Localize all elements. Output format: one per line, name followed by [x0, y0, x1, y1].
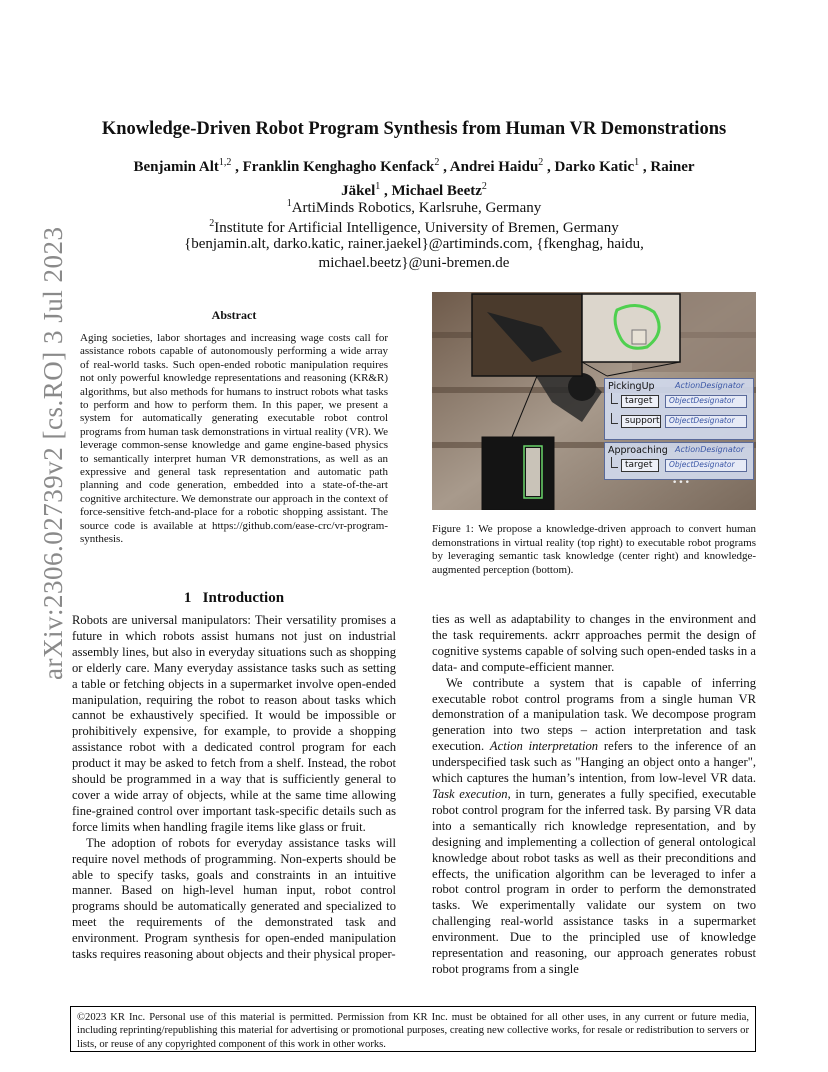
- figure-caption: Figure 1: We propose a knowledge-driven approach to convert human demonstrations in virtual reality (top right) to executable robot programs by leveraging semantic task knowledge (center right) and knowledge-augmented perception (bottom).: [432, 523, 756, 576]
- email-line-2: michael.beetz}@uni-bremen.de: [318, 255, 510, 271]
- designator-action-name: Approaching: [608, 445, 668, 456]
- tree-branch: [611, 393, 618, 404]
- copyright-notice: ©2023 KR Inc. Personal use of this material is permitted. Permission from KR Inc. must be obtained for all other uses, in any current or future media, including reprinting/republishing this material for advertising or promotional purposes, creating new collective works, for resale or redistribution to servers or lists, or reuse of any copyrighted component of this work in other works.: [70, 1006, 756, 1052]
- intro-right-column: [432, 612, 756, 978]
- author: Benjamin Alt$^{1,2}$: [133, 157, 232, 175]
- designator-pickingup: [604, 378, 754, 440]
- affiliation-1: $^1$ArtiMinds Robotics, Karlsruhe, Germany: [286, 198, 542, 216]
- paragraph: We contribute a system that is capable of inferring executable robot control programs from a single human VR demonstration of a manipulation task. We decompose program generation into two steps – action interpretation and task execution. Action interpretation refers to the inference of an underspecified task such as "Hanging an object onto a hanger", which captures the human’s intention, from low-level VR data. Task execution, in turn, generates a fully specified, executable robot control program for the inferred task. By parsing VR data into a semantically rich knowledge representation, and by designing and implementing a collection of general ontological knowledge about robot tasks as well as their preconditions and effects, the unification algorithm can be leveraged to infer a robot control program in order to perform the demonstrated tasks. We experimentally validate our system on two challenging real-world assistance tasks in a supermarket environment. Due to the principled use of knowledge representation and reasoning, our approach generates robust robot programs from a single: [432, 675, 757, 976]
- author: Rainer: [650, 159, 695, 175]
- abstract-heading: Abstract: [211, 308, 257, 322]
- designator-type: ActionDesignator: [675, 381, 745, 390]
- inset-perception: [482, 437, 554, 510]
- designator-ellipsis: •••: [672, 478, 691, 488]
- designator-approaching: [604, 442, 754, 480]
- author: Darko Katic$^1$: [554, 157, 640, 175]
- author-line-2: Jäkel$^1$ , Michael Beetz$^2$: [341, 181, 487, 199]
- figure-1: [432, 292, 756, 510]
- email-line-1: {benjamin.alt, darko.katic, rainer.jaekel}@artiminds.com, {fkenghag, haidu,: [184, 236, 644, 252]
- section-title: Introduction: [202, 590, 285, 606]
- arxiv-identifier: arXiv:2306.02739v2 [cs.RO] 3 Jul 2023: [38, 226, 68, 680]
- paragraph: Robots are universal manipulators: Their versatility promises a future in which robots assist humans not just on industrial assembly lines, but also in everyday situations such as shopping or elderly care. Many everyday assistance tasks such as setting a table or fetching objects in a supermarket involve open-ended manipulation, requiring the robot to reason about tasks which cannot be exhaustively specified. It would be impossible or prohibitively expensive, for example, to provide a shopping assistance robot with a dedicated control program for each product it may be asked to fetch from a shelf. Instead, the robot should be programmed in a way that is sufficiently general to cover a wide array of objects, while at the same time allowing fine-grained control over important task-specific details such as force limits when handling fragile items like glass or fruit.: [72, 613, 396, 834]
- slot-type: ObjectDesignator: [665, 395, 747, 408]
- slot-name: target: [621, 459, 659, 472]
- author: Franklin Kenghagho Kenfack$^2$: [242, 157, 440, 175]
- tree-branch: [611, 413, 618, 424]
- paragraph: The adoption of robots for everyday assistance tasks will require novel methods of programming. Non-experts should be able to specify tasks, goals and constraints in an intuitive manner. Based on high-level human input, robot control programs should be automatically generated and specialized to meet the requirements of the demonstrated task and environment. Program synthesis for open-ended manipulation tasks requires reasoning about objects and their physical proper-: [72, 835, 396, 962]
- paragraph: ties as well as adaptability to changes in the environment and the task requirements. ackrr approaches permit the design of cognitive systems capable of solving such open-ended tasks in a data- and compute-efficient manner.: [432, 612, 756, 674]
- designator-type: ActionDesignator: [675, 445, 745, 454]
- author: Jäkel$^1$: [341, 181, 381, 199]
- robot-joint: [568, 373, 596, 401]
- author: Michael Beetz$^2$: [391, 181, 487, 199]
- section-heading: [72, 590, 396, 607]
- intro-left-column: [72, 613, 396, 963]
- slot-type: ObjectDesignator: [665, 415, 747, 428]
- abstract-text: Aging societies, labor shortages and increasing wage costs call for assistance robots capable of autonomously performing a wide array of real-world tasks. Such open-ended robotic manipulation requires not only powerful knowledge representations and reasoning (KR&R) algorithms, but also methods for humans to instruct robots what tasks to perform and how to perform them. In this paper, we present a system for automatically generating executable robot control programs from human task demonstrations in virtual reality (VR). We leverage common-sense knowledge and game engine-based physics to semantically interpret human VR demonstrations, as well as an expressive and general task representation and automatic path planning and code generation, embedded into a state-of-the-art cognitive architecture. We demonstrate our approach in the context of force-sensitive fetch-and-place for a robotic shopping assistant. The source code is available at https://github.com/ease-crc/vr-program-synthesis.: [80, 332, 388, 546]
- slot-type: ObjectDesignator: [665, 459, 747, 472]
- author: Andrei Haidu$^2$: [449, 157, 544, 175]
- vr-object: [632, 330, 646, 344]
- designator-action-name: PickingUp: [608, 381, 655, 392]
- section-number: 1: [183, 590, 192, 606]
- slot-name: support: [621, 415, 661, 428]
- tree-branch: [611, 457, 618, 468]
- author-line-1: Benjamin Alt$^{1,2}$ , Franklin Kenghagho Kenfack$^2$ , Andrei Haidu$^2$ , Darko Katic$^1$ , Rainer: [133, 157, 695, 175]
- slot-name: target: [621, 395, 659, 408]
- paper-title: Knowledge-Driven Robot Program Synthesis from Human VR Demonstrations: [101, 119, 727, 139]
- perceived-object: [526, 448, 540, 496]
- affiliation-2: $^2$Institute for Artificial Intelligence, University of Bremen, Germany: [209, 218, 619, 236]
